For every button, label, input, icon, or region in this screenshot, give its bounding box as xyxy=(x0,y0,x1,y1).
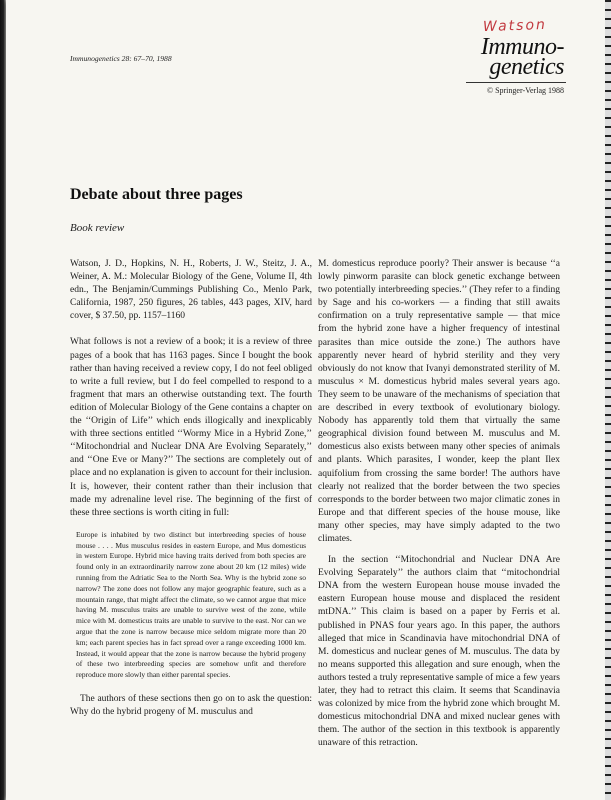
scan-ruler xyxy=(605,0,611,800)
journal-title-line2: genetics xyxy=(489,54,564,80)
article-title: Debate about three pages xyxy=(70,186,243,203)
copyright: © Springer-Verlag 1988 xyxy=(486,86,564,95)
right-column xyxy=(318,258,560,750)
left-column xyxy=(70,258,312,719)
journal-page xyxy=(6,0,611,800)
body-paragraph: In the section ‘‘Mitochondrial and Nuclear DNA Are Evolving Separately’’ the authors claim that ‘‘mitochondrial DNA from the western European house mouse invaded the eastern European house mouse and displaced the resident mtDNA.’’ This claim is based on a paper by Ferris et al. published in PNAS four years ago. In this paper, the authors alleged that mice in Scandinavia have mitochondrial DNA of M. domesticus and nuclear genes of M. musculus. The data by no means supported this allegation and sure enough, when the authors tested a truly representative sample of mice a few years later, they had to retract this claim. It seems that Scandinavia was colonized by mice from the hybrid zone which brought M. domesticus mitochondrial DNA and mixed nuclear genes with them. The author of the section in this textbook is apparently unaware of this retraction. xyxy=(318,555,560,749)
journal-logo xyxy=(436,16,566,100)
section-label: Book review xyxy=(70,222,125,234)
block-quote: Europe is inhabited by two distinct but interbreeding species of house mouse . . . . Mus musculus resides in eastern Europe, and Mus domesticus in western Europe. Hybrid mice having traits derived from both species are found only in an extraordinarily narrow zone about 20 km (12 miles) wide running from the Adriatic Sea to the North Sea. Why is the hybrid zone so narrow? The zone does not follow any major geographic feature, such as a mountain range, that might affect the climate, so we cannot argue that mice having M. musculus traits are unable to survive west of the zone, while mice with M. domesticus traits are unable to survive to the east. Nor can we argue that the zone is narrow because mice seldom migrate more than 20 km; each parent species has in fact spread over a range exceeding 1000 km. Instead, it would appear that the zone is narrow because the hybrid progeny of these two interbreeding species are somehow unfit and therefore reproduce more slowly than either parental species. xyxy=(76,529,306,680)
journal-title-line1: Immuno- xyxy=(480,34,564,60)
body-paragraph: M. domesticus reproduce poorly? Their answer is because ‘‘a lowly pinworm parasite can block genetic exchange between two potentially interbreeding species.’’ (They refer to a finding by Sage and his co-workers — a finding that still awaits confirmation on a truly representative sample — that mice from the hybrid zone have a higher frequency of intestinal parasites than mice outside the zone.) The authors have apparently never heard of hybrid sterility and they very obviously do not know that Ivanyi demonstrated sterility of M. musculus × M. domesticus hybrid males several years ago. They seem to be unaware of the mechanisms of speciation that are described in every textbook of evolutionary biology. Nobody has apparently told them that virtually the same geographical division found between M. musculus and M. domesticus also exists between many other species of animals and plants. Which parasites, I wonder, keep the plant Ilex aquifolium from crossing the same border! The authors have clearly not realized that the border between the two species corresponds to the border between two major climatic zones in Europe and that different species of the house mouse, like many other species, may have simply adapted to the two climates. xyxy=(318,259,560,544)
journal-title xyxy=(480,34,564,80)
journal-citation-line: Immunogenetics 28: 67–70, 1988 xyxy=(70,54,172,63)
logo-rule xyxy=(466,82,566,83)
body-paragraph: The authors of these sections then go on to ask the question: Why do the hybrid progeny of M. musculus and xyxy=(70,693,312,718)
body-paragraph: What follows is not a review of a book; it is a review of three pages of a book that has 1163 pages. Since I bought the book rather than having received a review copy, I do not feel obliged to write a full review, but I do feel compelled to respond to a fragment that mars an otherwise outstanding text. The fourth edition of Molecular Biology of the Gene contains a chapter on the ‘‘Origin of Life’’ which ends illogically and inexplicably with three sections entitled ‘‘Wormy Mice in a Hybrid Zone,’’ ‘‘Mitochondrial and Nuclear DNA Are Evolving Separately,’’ and ‘‘One Eve or Many?’’ The sections are completely out of place and no explanation is given to account for their inclusion. It is, however, their content rather than their inclusion that made my adrenaline level rise. The beginning of the first of these three sections is worth citing in full: xyxy=(70,337,312,518)
handwritten-annotation: Watson xyxy=(482,16,548,36)
book-citation: Watson, J. D., Hopkins, N. H., Roberts, J. W., Steitz, J. A., Weiner, A. M.: Molecular Biology of the Gene, Volume II, 4th edn., The Benjamin/Cummings Publishing Co., Menlo Park, California, 1987, 250 figures, 26 tables, 443 pages, XIV, hard cover, $ 37.50, pp. 1157–1160 xyxy=(70,259,312,322)
